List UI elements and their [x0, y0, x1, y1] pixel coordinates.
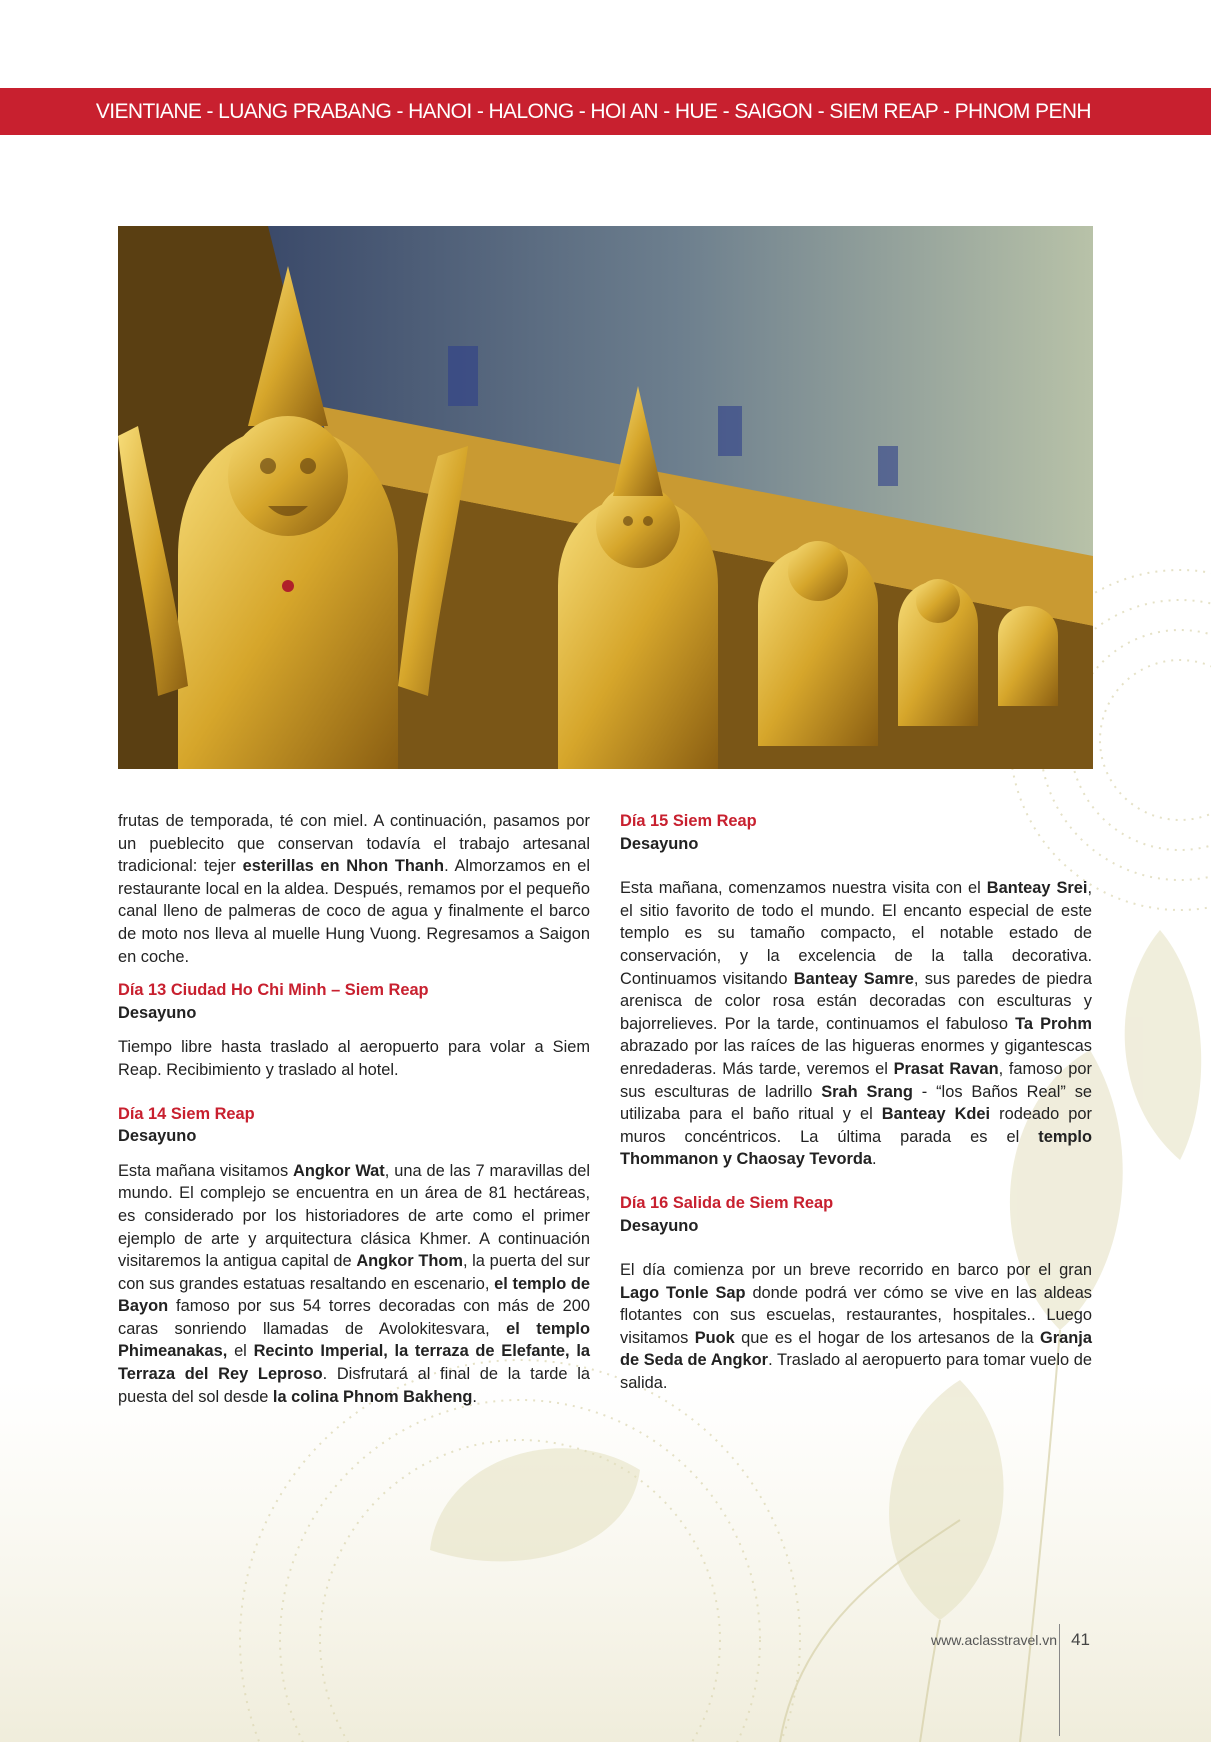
- text-span: . Disfrutará al final de la tarde la puesta del sol desde: [118, 1365, 590, 1406]
- bold-place: el templo de Bayon: [118, 1274, 590, 1316]
- day-15-title: Día 15 Siem Reap: [620, 812, 757, 830]
- page-number: 41: [1071, 1630, 1090, 1649]
- bold-place: Recinto Imperial, la terraza de Elefante, la Terraza del Rey Leproso: [118, 1342, 590, 1384]
- intro-paragraph: [118, 810, 590, 968]
- text-span: . Traslado al aeropuerto para tomar vuelo de salida.: [620, 1351, 1092, 1393]
- bold-place: Banteay Samre: [793, 969, 914, 988]
- day-14-title: Día 14 Siem Reap: [118, 1104, 255, 1123]
- text-span: . Almorzamos en el restaurante local en la aldea. Después, remamos por el pequeño canal lleno de palmeras de coco de agua y finalmente el barco de moto nos lleva al muelle Hung Vuong. Regresamos a Saigon en coche.: [118, 857, 590, 966]
- day-14-text: [118, 1160, 590, 1409]
- garuda-statues-image: [118, 226, 1093, 769]
- text-span: .: [871, 1150, 877, 1169]
- day-13-meal: Desayuno: [118, 1003, 197, 1022]
- day-14-meal: Desayuno: [118, 1127, 197, 1146]
- footer-divider: [1059, 1624, 1060, 1736]
- left-column: [118, 810, 590, 1419]
- bold-place: el templo Phimeanakas,: [118, 1319, 590, 1361]
- bold-place: Srah Srang: [821, 1082, 913, 1101]
- bold-place: templo Thommanon y Chaosay Tevorda: [620, 1127, 1092, 1169]
- text-span: el: [227, 1342, 254, 1361]
- day-16-title: Día 16 Salida de Siem Reap: [620, 1193, 834, 1212]
- text-span: , el sitio favorito de todo el mundo. El encanto especial de este templo es su tamaño compacto, el notable estado de conservación, y la excelencia de la talla decorativa. Continuamos visitando: [620, 879, 1092, 988]
- bold-place: Puok: [694, 1328, 735, 1347]
- text-span: abrazado por las raíces de las higueras enormes y gigantescas enredaderas. Más tarde, veremos el: [620, 1037, 1092, 1078]
- bold-place: Lago Tonle Sap: [620, 1283, 746, 1302]
- bold-place: esterillas en Nhon Thanh: [242, 857, 445, 876]
- day-15-text: [620, 877, 1092, 1171]
- text-span: que es el hogar de los artesanos de la: [734, 1328, 1041, 1347]
- text-span: Esta mañana, comenzamos nuestra visita con el: [620, 879, 987, 898]
- header-banner: [0, 88, 1211, 135]
- text-span: frutas de temporada, té con miel. A continuación, pasamos por un pueblecito que conservan todavía el trabajo artesanal tradicional: tejer: [118, 812, 590, 876]
- bold-place: la colina Phnom Bakheng: [272, 1387, 473, 1406]
- route-title: VIENTIANE - LUANG PRABANG - HANOI - HALONG - HOI AN - HUE - SAIGON - SIEM REAP - PHNOM PENH: [95, 100, 1091, 123]
- day-15-meal: Desayuno: [620, 834, 699, 853]
- text-span: donde podrá ver cómo se vive en las aldeas flotantes con sus escuelas, restaurantes, hospitales.. Luego visitamos: [620, 1283, 1093, 1347]
- text-span: famoso por sus 54 torres decoradas con más de 200 caras sonriendo llamadas de Avolokitesvara,: [118, 1297, 590, 1338]
- website-url: www.aclasstravel.vn: [931, 1632, 1058, 1648]
- bold-place: Angkor Wat: [293, 1161, 385, 1180]
- right-column: [620, 810, 1092, 1406]
- bold-place: Prasat Ravan: [893, 1059, 999, 1078]
- text-span: , una de las 7 maravillas del mundo. El complejo se encuentra en un área de 81 hectáreas, es considerado por los historiadores de arte como el primer ejemplo de arte y arquitectura clásica Khmer. A continuación visitaremos la antigua capital de: [118, 1161, 591, 1271]
- bold-place: Banteay Srei: [986, 879, 1088, 898]
- bold-place: Angkor Thom: [356, 1252, 463, 1271]
- text-span: , sus paredes de piedra arenisca de color rosa están decoradas con esculturas y bajorrelieves. Por la tarde, continuamos el fabuloso: [620, 969, 1092, 1033]
- text-span: , la puerta del sur con sus grandes estatuas resaltando en escenario,: [118, 1252, 591, 1293]
- text-span: .: [472, 1387, 477, 1406]
- day-13-text: Tiempo libre hasta traslado al aeropuerto para volar a Siem Reap. Recibimiento y traslado al hotel.: [118, 1038, 590, 1079]
- text-span: - “los Baños Real” se utilizaba para el baño ritual y el: [620, 1082, 1093, 1124]
- day-16-text: [620, 1259, 1092, 1395]
- bold-place: Granja de Seda de Angkor: [620, 1328, 1092, 1370]
- page-footer: [931, 1630, 1090, 1650]
- temple-garuda-photo: [118, 226, 1093, 769]
- day-16-meal: Desayuno: [620, 1216, 699, 1235]
- text-span: , famoso por sus esculturas de ladrillo: [620, 1059, 1092, 1101]
- bold-place: Banteay Kdei: [881, 1105, 991, 1124]
- text-span: rodeado por muros concéntricos. La última parada es el: [620, 1105, 1092, 1146]
- text-span: Esta mañana visitamos: [118, 1161, 294, 1180]
- bold-place: Ta Prohm: [1015, 1014, 1092, 1033]
- day-13-title: Día 13 Ciudad Ho Chi Minh – Siem Reap: [118, 981, 429, 1000]
- text-span: El día comienza por un breve recorrido en barco por el gran: [620, 1261, 1092, 1280]
